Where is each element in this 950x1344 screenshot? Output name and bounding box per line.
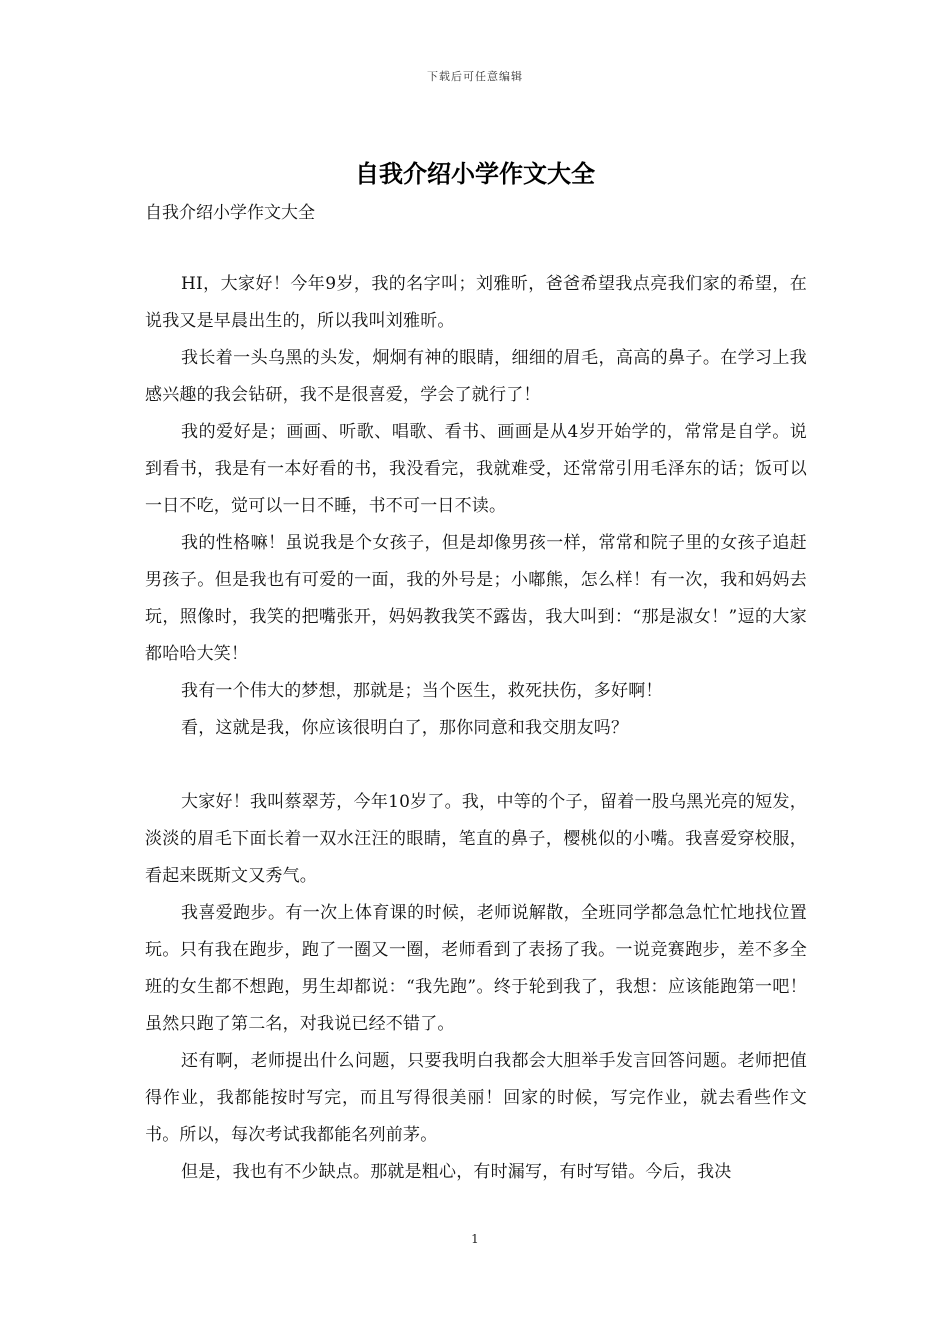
page-number: 1	[471, 1232, 479, 1246]
paragraph: HI，大家好！今年9岁，我的名字叫；刘雅昕，爸爸希望我点亮我们家的希望，在说我又是早晨出生的，所以我叫刘雅昕。	[145, 274, 807, 331]
header-note: 下载后可任意编辑	[427, 70, 523, 83]
document-body	[145, 196, 807, 1191]
essay-two	[145, 784, 807, 1191]
paragraph: 还有啊，老师提出什么问题，只要我明白我都会大胆举手发言回答问题。老师把值得作业，我都能按时写完，而且写得很美丽！回家的时候，写完作业，就去看些作文书。所以，每次考试我都能名列前茅。	[145, 1051, 807, 1145]
document-title: 自我介绍小学作文大全	[355, 159, 595, 188]
paragraph: 但是，我也有不少缺点。那就是粗心，有时漏写，有时写错。今后，我决	[181, 1162, 732, 1182]
document-subtitle: 自我介绍小学作文大全	[145, 203, 315, 223]
paragraph: 大家好！我叫蔡翠芳，今年10岁了。我，中等的个子，留着一股乌黑光亮的短发，淡淡的眉毛下面长着一双水汪汪的眼睛，笔直的鼻子，樱桃似的小嘴。我喜爱穿校服，看起来既斯文又秀气。	[145, 792, 807, 886]
paragraph: 我喜爱跑步。有一次上体育课的时候，老师说解散，全班同学都急急忙忙地找位置玩。只有我在跑步，跑了一圈又一圈，老师看到了表扬了我。一说竞赛跑步，差不多全班的女生都不想跑，男生却都说：“我先跑”。终于轮到我了，我想：应该能跑第一吧！虽然只跑了第二名，对我说已经不错了。	[145, 903, 807, 1034]
paragraph: 我有一个伟大的梦想，那就是；当个医生，救死扶伤，多好啊！	[181, 681, 663, 701]
blank-line	[145, 230, 807, 266]
paragraph: 我长着一头乌黑的头发，炯炯有神的眼睛，细细的眉毛，高高的鼻子。在学习上我感兴趣的我会钻研，我不是很喜爱，学会了就行了！	[145, 348, 807, 405]
blank-line	[145, 747, 807, 784]
paragraph: 看，这就是我，你应该很明白了，那你同意和我交朋友吗？	[181, 718, 629, 738]
paragraph: 我的性格嘛！虽说我是个女孩子，但是却像男孩一样，常常和院子里的女孩子追赶男孩子。但是我也有可爱的一面，我的外号是；小嘟熊，怎么样！有一次，我和妈妈去玩，照像时，我笑的把嘴张开，妈妈教我笑不露齿，我大叫到：“那是淑女！”逗的大家都哈哈大笑！	[145, 533, 807, 664]
paragraph: 我的爱好是；画画、听歌、唱歌、看书、画画是从4岁开始学的，常常是自学。说到看书，我是有一本好看的书，我没看完，我就难受，还常常引用毛泽东的话；饭可以一日不吃，觉可以一日不睡，书不可一日不读。	[145, 422, 807, 516]
essay-one	[145, 266, 807, 747]
